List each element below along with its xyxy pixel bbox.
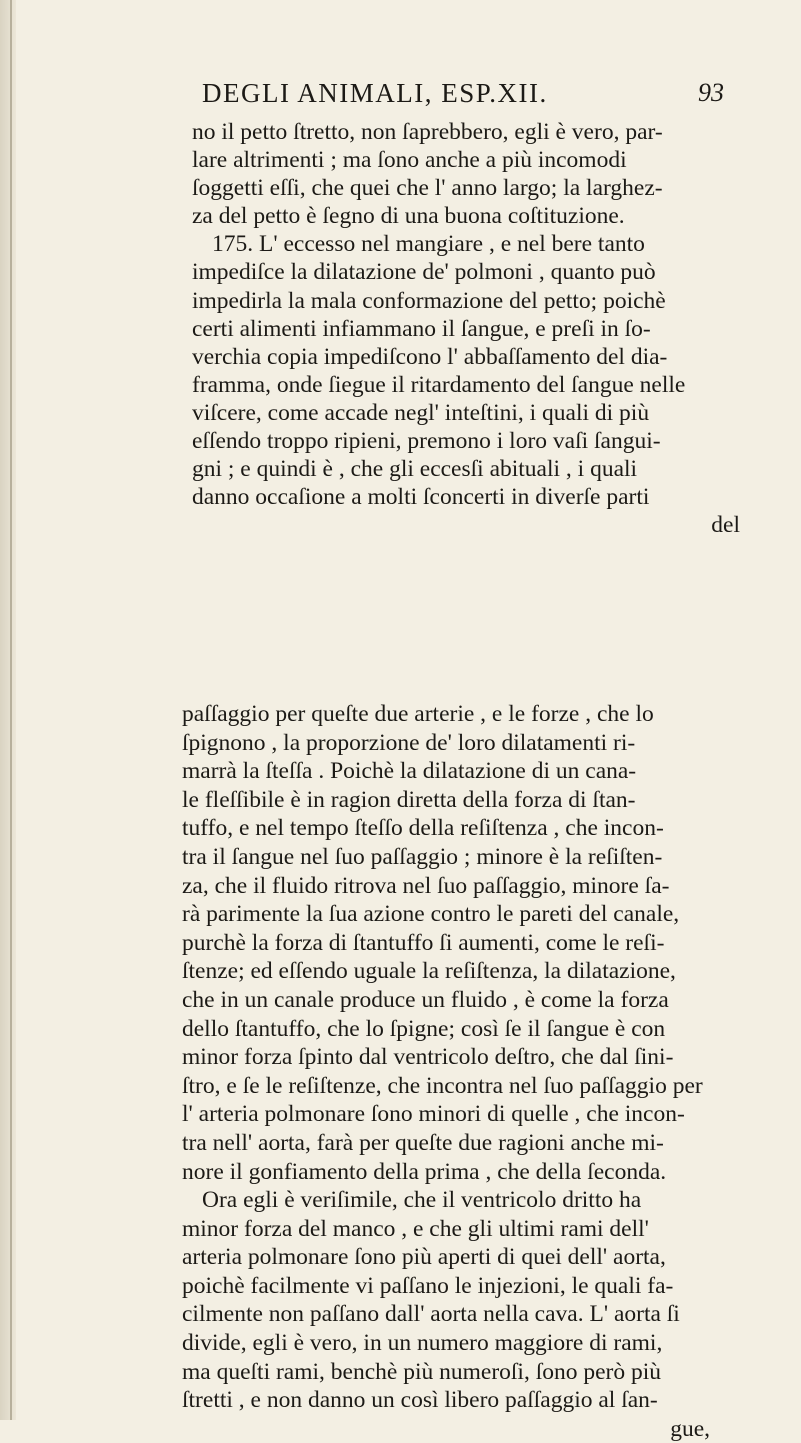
text-line: 175. L' eccesso nel mangiare , e nel bere tanto <box>212 231 645 258</box>
text-line: ſtenze; ed eſſendo uguale la reſiſtenza, la dilatazione, <box>182 958 676 985</box>
text-line: purchè la forza di ſtantuffo ſi aumenti, come le reſi- <box>182 929 665 956</box>
page-number: 93 <box>698 78 724 107</box>
text-line: poichè facilmente vi paſſano le injezioni, le quali fa- <box>182 1272 674 1299</box>
text-line: tra nell' aorta, farà per queſte due ragioni anche mi- <box>182 1129 664 1156</box>
book-gutter <box>0 0 16 1420</box>
text-line: minor forza ſpinto dal ventricolo deſtro, che dal ſini- <box>182 1044 674 1071</box>
text-line: impedirla la mala conformazione del petto; poichè <box>192 287 666 314</box>
text-line: che in un canale produce un fluido , è come la forza <box>182 986 669 1013</box>
text-line: ſpignono , la proporzione de' loro dilatamenti ri- <box>182 729 636 756</box>
text-line: eſſendo troppo ripieni, premono i loro vaſi ſangui- <box>192 428 661 455</box>
text-line: tra il ſangue nel ſuo paſſaggio ; minore è la reſiſten- <box>182 843 663 870</box>
text-line: certi alimenti infiammano il ſangue, e preſi in ſo- <box>192 315 651 342</box>
text-line: le fleſſibile è in ragion diretta della forza di ſtan- <box>182 786 636 813</box>
text-line: rà parimente la ſua azione contro le pareti del canale, <box>182 901 680 928</box>
text-line: paſſaggio per queſte due arterie , e le forze , che lo <box>182 701 654 727</box>
gutter-fold-line <box>10 0 12 1420</box>
text-line: ſoggetti eſſi, che quei che l' anno largo; la larghez- <box>192 175 663 202</box>
text-line: dello ſtantuffo, che lo ſpigne; così ſe il ſangue è con <box>182 1015 666 1042</box>
text-line: ſtro, e ſe le reſiſtenze, che incontra nel ſuo paſſaggio per <box>182 1072 703 1099</box>
text-line: framma, onde ſiegue il ritardamento del ſangue nelle <box>192 371 686 398</box>
text-line: Ora egli è veriſimile, che il ventricolo dritto ha <box>202 1187 642 1214</box>
text-line: za, che il fluido ritrova nel ſuo paſſaggio, minore ſa- <box>182 872 670 899</box>
text-line: ma queſti rami, benchè più numeroſi, ſono però più <box>182 1358 662 1385</box>
text-line: danno occaſione a molti ſconcerti in diverſe parti <box>192 484 650 511</box>
text-line: divide, egli è vero, in un numero maggiore di rami, <box>182 1330 663 1357</box>
text-line: marrà la ſteſſa . Poichè la dilatazione di un cana- <box>182 758 637 785</box>
upper-text-block <box>172 118 792 539</box>
text-line: tuffo, e nel tempo ſteſſo della reſiſtenza , che incon- <box>182 815 664 842</box>
catchword: del <box>711 512 740 539</box>
running-title: DEGLI ANIMALI, ESP.XII. <box>202 78 548 108</box>
lower-text-block <box>172 700 792 1443</box>
text-line: impediſce la dilatazione de' polmoni , quanto può <box>192 259 656 286</box>
text-line: l' arteria polmonare ſono minori di quelle , che incon- <box>182 1101 685 1128</box>
text-line: no il petto ſtretto, non ſaprebbero, egli è vero, par- <box>192 119 663 145</box>
text-line: ſtretti , e non danno un così libero paſſaggio al ſan- <box>182 1387 658 1414</box>
text-line: viſcere, come accade negl' inteſtini, i quali di più <box>192 399 650 426</box>
catchword: gue, <box>670 1415 710 1442</box>
text-line: arteria polmonare ſono più aperti di quei dell' aorta, <box>182 1244 666 1271</box>
text-line: minor forza del manco , e che gli ultimi rami dell' <box>182 1215 649 1242</box>
text-line: nore il gonfiamento della prima , che della ſeconda. <box>182 1158 667 1185</box>
text-line: verchia copia impediſcono l' abbaſſamento del dia- <box>192 343 668 370</box>
text-line: gni ; e quindi è , che gli eccesſi abituali , i quali <box>192 456 638 483</box>
book-page <box>172 0 782 1442</box>
page-header <box>172 78 782 118</box>
text-line: cilmente non paſſano dall' aorta nella cava. L' aorta ſi <box>182 1301 680 1328</box>
text-line: lare altrimenti ; ma ſono anche a più incomodi <box>192 147 627 174</box>
text-line: za del petto è ſegno di una buona coſtituzione. <box>192 203 625 230</box>
